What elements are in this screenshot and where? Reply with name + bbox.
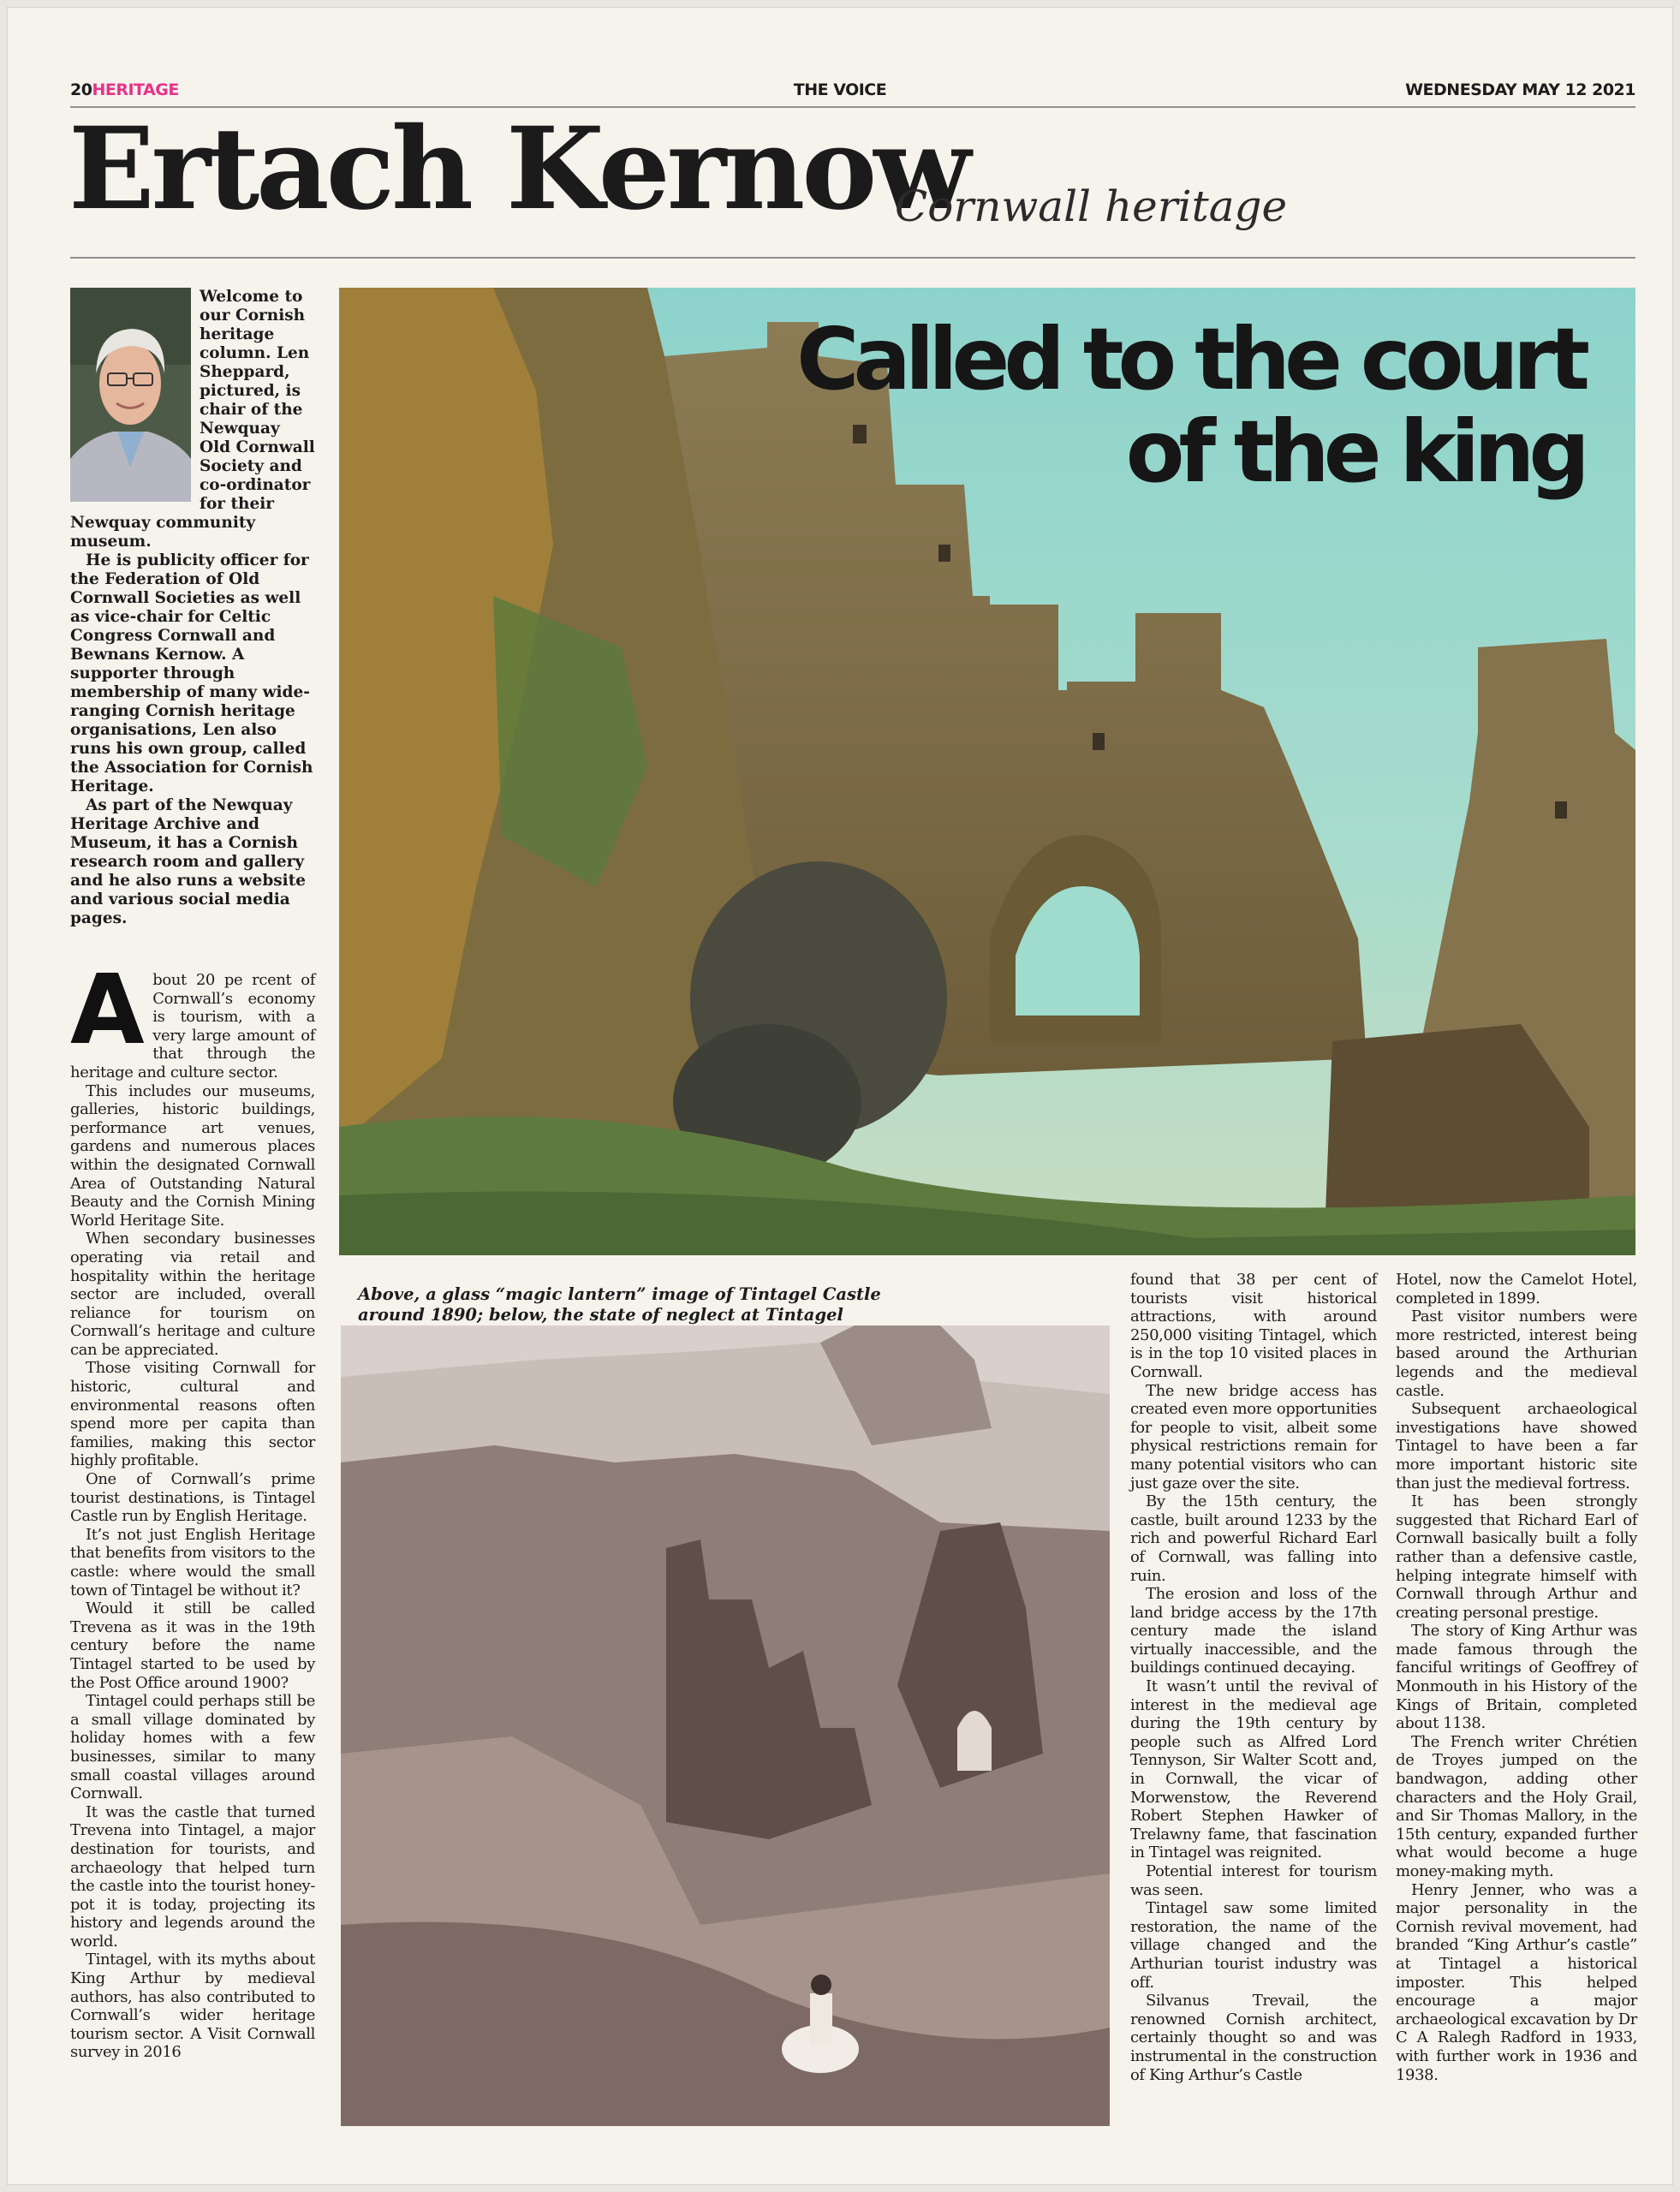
article-paragraph: The erosion and loss of the land bridge access by the 17th century made the island virtually inaccessible, and the buildings continued decaying. <box>1130 1585 1377 1677</box>
article-paragraph: Tintagel could perhaps still be a small village dominated by holiday homes with a few businesses, similar to many small coastal villages around Cornwall. <box>70 1692 315 1803</box>
column-subtitle: Cornwall heritage <box>895 182 1288 231</box>
article-paragraph: By the 15th century, the castle, built around 1233 by the rich and powerful Richard Earl of Cornwall, was falling into ruin. <box>1130 1492 1377 1585</box>
publication-date: WEDNESDAY MAY 12 2021 <box>1405 80 1635 99</box>
bio-paragraph: As part of the Newquay Heritage Archive and Museum, it has a Cornish research room and gallery and he also runs a website and various social media pages. <box>70 796 307 927</box>
article-column-2 <box>1130 1271 1377 2084</box>
article-paragraph: Would it still be called Trevena as it was in the 19th century before the name Tintagel started to be used by the Post Office around 1900? <box>70 1599 315 1692</box>
drop-cap: A <box>70 955 145 1066</box>
article-paragraph: Past visitor numbers were more restricted, interest being based around the Arthurian legends and the medieval castle. <box>1396 1307 1637 1400</box>
masthead-rule <box>70 257 1635 259</box>
bio-box <box>70 288 315 928</box>
article-paragraph: Tintagel saw some limited restoration, the name of the village changed and the Arthurian tourist industry was off. <box>1130 1899 1377 1992</box>
article-paragraph: Tintagel, with its myths about King Arthur by medieval authors, has also contributed to Cornwall’s wider heritage tourism sector. A Visit Cornwall survey in 2016 <box>70 1951 315 2062</box>
article-paragraph: The new bridge access has created even more opportunities for people to visit, albeit some physical restrictions remain for many potential visitors who can just gaze over the site. <box>1130 1381 1377 1492</box>
article-column-1 <box>70 955 315 2062</box>
article-lead-paragraph: About 20 pe rcent of Cornwall’s economy is tourism, with a very large amount of that through the heritage and culture sector. <box>70 955 315 1081</box>
article-paragraph: When secondary businesses operating via retail and hospitality within the heritage sector are included, overall reliance for tourism on Cornwall’s heritage and culture can be appreciated. <box>70 1230 315 1359</box>
article-paragraph: It was the castle that turned Trevena into Tintagel, a major destination for tourists, and archaeology that helped turn the castle into the tourist honey-pot it is today, projecting its history and legends around the world. <box>70 1802 315 1951</box>
article-paragraph: It’s not just English Heritage that benefits from visitors to the castle: where would the small town of Tintagel be without it? <box>70 1525 315 1599</box>
article-paragraph: Potential interest for tourism was seen. <box>1130 1862 1377 1899</box>
article-paragraph: found that 38 per cent of tourists visit historical attractions, with around 250,000 visiting Tintagel, which is in the top 10 visited places in Cornwall. <box>1130 1271 1377 1381</box>
column-masthead: Ertach Kernow <box>69 103 968 235</box>
article-paragraph: Subsequent archaeological investigations have showed Tintagel to have been a far more important historic site than just the medieval fortress. <box>1396 1400 1637 1492</box>
article-paragraph: It wasn’t until the revival of interest in the medieval age during the 19th century by people such as Alfred Lord Tennyson, Sir Walter Scott and, in Cornwall, the vicar of Morwenstow, the Reverend Robert Stephen Hawker of Trelawny fame, that fascination in Tintagel was reignited. <box>1130 1677 1377 1862</box>
main-photo-tintagel-castle <box>339 288 1635 1255</box>
bio-paragraph: He is publicity officer for the Federation of Old Cornwall Societies as well as vice-chair for Celtic Congress Cornwall and Bewnans Kernow. A supporter through membership of many wide-ranging Cornish heritage organisations, Len also runs his own group, called the Association for Cornish Heritage. <box>70 551 313 795</box>
secondary-photo-tintagel-1900 <box>341 1325 1110 2126</box>
author-portrait-drawing <box>70 288 191 502</box>
article-paragraph: Henry Jenner, who was a major personality in the Cornish revival movement, had branded “King Arthur’s castle” at Tintagel a historical imposter. This helped encourage a major archaeological excavation by Dr C A Ralegh Radford in 1933, with further work in 1936 and 1938. <box>1396 1880 1637 2084</box>
article-paragraph: The story of King Arthur was made famous through the fanciful writings of Geoffrey of Monmouth in his History of the Kings of Britain, completed about 1138. <box>1396 1622 1637 1733</box>
article-paragraph: Silvanus Trevail, the renowned Cornish architect, certainly thought so and was instrumental in the construction of King Arthur’s Castle <box>1130 1992 1377 2084</box>
article-paragraph: The French writer Chrétien de Troyes jumped on the bandwagon, adding other characters and the Holy Grail, and Sir Thomas Mallory, in the 15th century, expanded further what would become a huge money-making myth. <box>1396 1732 1637 1880</box>
article-paragraph: This includes our museums, galleries, historic buildings, performance art venues, gardens and numerous places within the designated Cornwall Area of Outstanding Natural Beauty and the Cornish Mining World Heritage Site. <box>70 1081 315 1230</box>
neglected-ruins-illustration <box>341 1325 1110 2126</box>
article-column-3 <box>1396 1271 1637 2084</box>
article-headline <box>796 309 1584 502</box>
author-portrait <box>70 288 191 502</box>
article-paragraph: One of Cornwall’s prime tourist destinations, is Tintagel Castle run by English Heritage. <box>70 1470 315 1526</box>
article-paragraph: It has been strongly suggested that Richard Earl of Cornwall basically built a folly rather than a defensive castle, helping integrate himself with Cornwall through Arthur and creating personal prestige. <box>1396 1492 1637 1622</box>
bio-paragraph: Welcome to our Cornish heritage column. Len Sheppard, pictured, is chair of the Newquay Old Cornwall Society and co-ordinator for their Newquay community museum. <box>70 288 315 551</box>
page-number: 20 <box>70 80 92 99</box>
article-paragraph: Those visiting Cornwall for historic, cultural and environmental reasons often spend more per capita than families, making this sector highly profitable. <box>70 1359 315 1470</box>
publication-name: THE VOICE <box>793 80 887 99</box>
section-name: HERITAGE <box>92 80 179 99</box>
headline-line-2: of the king <box>1125 402 1584 502</box>
headline-line-1: Called to the court <box>796 309 1584 409</box>
caption-text: Above, a glass “magic lantern” image of Tintagel Castle around 1890; below, the state of neglect at Tintagel <box>358 1284 881 1325</box>
article-paragraph: Hotel, now the Camelot Hotel, completed in 1899. <box>1396 1271 1637 1307</box>
